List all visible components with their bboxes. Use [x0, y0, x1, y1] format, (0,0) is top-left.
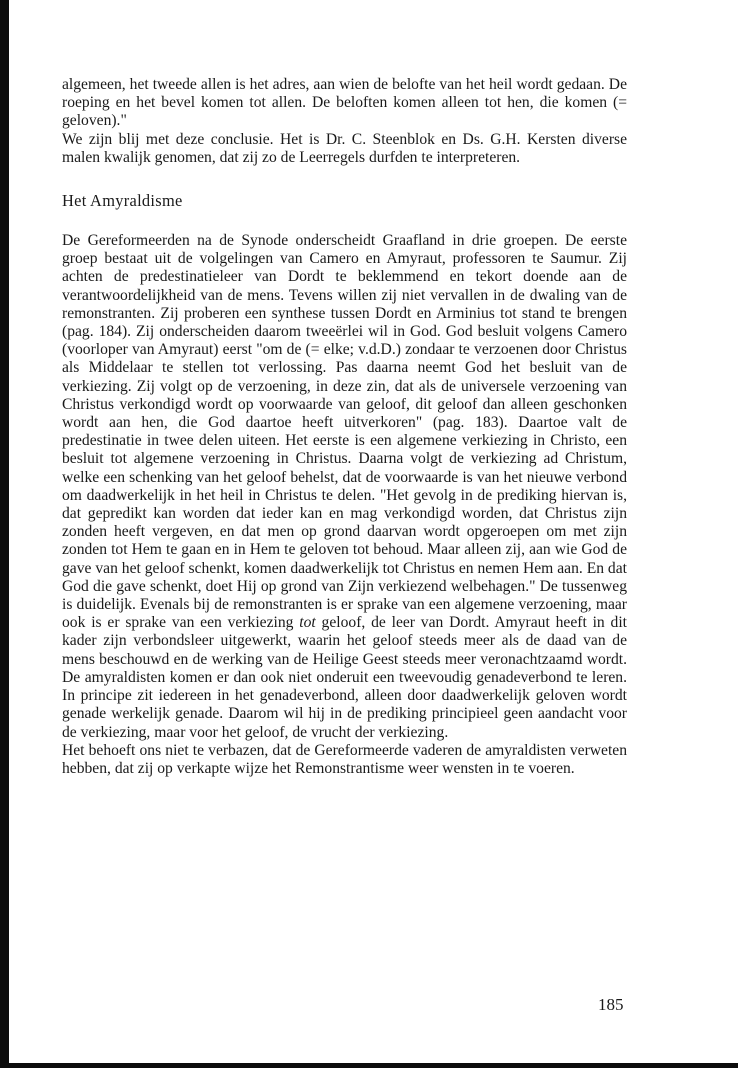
intro-paragraph-2: We zijn blij met deze conclusie. Het is Dr. C. Steenblok en Ds. G.H. Kersten diverse malen kwalijk genomen, dat zij zo de Leerregels durfden te interpreteren.	[62, 130, 627, 166]
italic-word: tot	[299, 614, 316, 632]
body-paragraph-1-text: De Gereformeerden na de Synode onderscheidt Graafland in drie groepen. De eerste groep bestaat uit de volgelingen van Camero en Amyraut, professoren te Saumur. Zij achten de predestinatieleer van Dordt te beklemmend en tekort doende aan de verantwoordelijkheid van de mens. Tevens willen zij niet vervallen in de dwaling van de remonstranten. Zij proberen een synthese tussen Dordt en Arminius tot stand te brengen (pag. 184). Zij onderscheiden daarom tweeërlei wil in God. God besluit volgens Camero (voorloper van Amyraut) eerst "om de (= elke; v.d.D.) zondaar te verzoenen door Christus als Middelaar te stellen tot verlossing. Pas daarna neemt God het besluit van de verkiezing. Zij volgt op de verzoening, in deze zin, dat als de universele verzoening van Christus verkondigd wordt op voorwaarde van geloof, dit geloof dan alleen geschonken wordt aan hen, die God daartoe heeft uitverkoren" (pag. 183). Daartoe valt de predestinatie in twee delen uiteen. Het eerste is een algemene verkiezing in Christo, een besluit tot algemene verzoening in Christus. Daarna volgt de verkiezing ad Christum, welke een schenking van het geloof behelst, dat de voorwaarde is van het nieuwe verbond om daadwerkelijk in het heil in Christus te delen. "Het gevolg in de prediking hiervan is, dat gepredikt kan worden dat ieder kan en mag verkondigd worden, dat Christus zijn zonden heeft vergeven, en dat men op grond daarvan wordt opgeroepen om met zijn zonden tot Hem te gaan en in Hem te geloven tot behoud. Maar alleen zij, aan wie God de gave van het geloof schenkt, komen daadwerkelijk tot Christus en nemen Hem aan. En dat God die gave schenkt, doet Hij op grond van Zijn verkiezend welbehagen." De tussenweg is duidelijk. Evenals bij de remonstranten is er sprake van een algemene verzoening, maar ook is er sprake van een verkiezing	[62, 232, 627, 632]
scan-edge-left	[0, 0, 9, 1068]
section-heading: Het Amyraldisme	[62, 191, 183, 211]
body-paragraph-1-rest: geloof, de leer van Dordt. Amyraut heeft in dit kader zijn verbondsleer uitgewerkt, waarin het geloof steeds meer als de daad van de mens beschouwd en de werking van de Heilige Geest steeds meer veronachtzaamd wordt. De amyraldisten komen er dan ook niet onderuit een tweevoudig genadeverbond te leren. In principe zit iedereen in het genadeverbond, alleen door daadwerkelijk geloven wordt genade werkelijk genade. Daarom wil hij in de prediking principieel geen aandacht voor de verkiezing, maar voor het geloof, de vrucht der verkiezing.	[62, 614, 627, 741]
intro-paragraph-1: algemeen, het tweede allen is het adres, aan wien de belofte van het heil wordt gedaan. De roeping en het bevel komen tot allen. De beloften komen alleen tot hen, die komen (= geloven)."	[62, 76, 627, 130]
body-paragraph-1	[62, 232, 627, 742]
book-page	[62, 76, 627, 778]
body-paragraph-2: Het behoeft ons niet te verbazen, dat de Gereformeerde vaderen de amyraldisten verweten hebben, dat zij op verkapte wijze het Remonstrantisme weer wensten in te voeren.	[62, 741, 627, 777]
page-number: 185	[598, 995, 624, 1014]
scan-edge-bottom	[0, 1063, 738, 1068]
